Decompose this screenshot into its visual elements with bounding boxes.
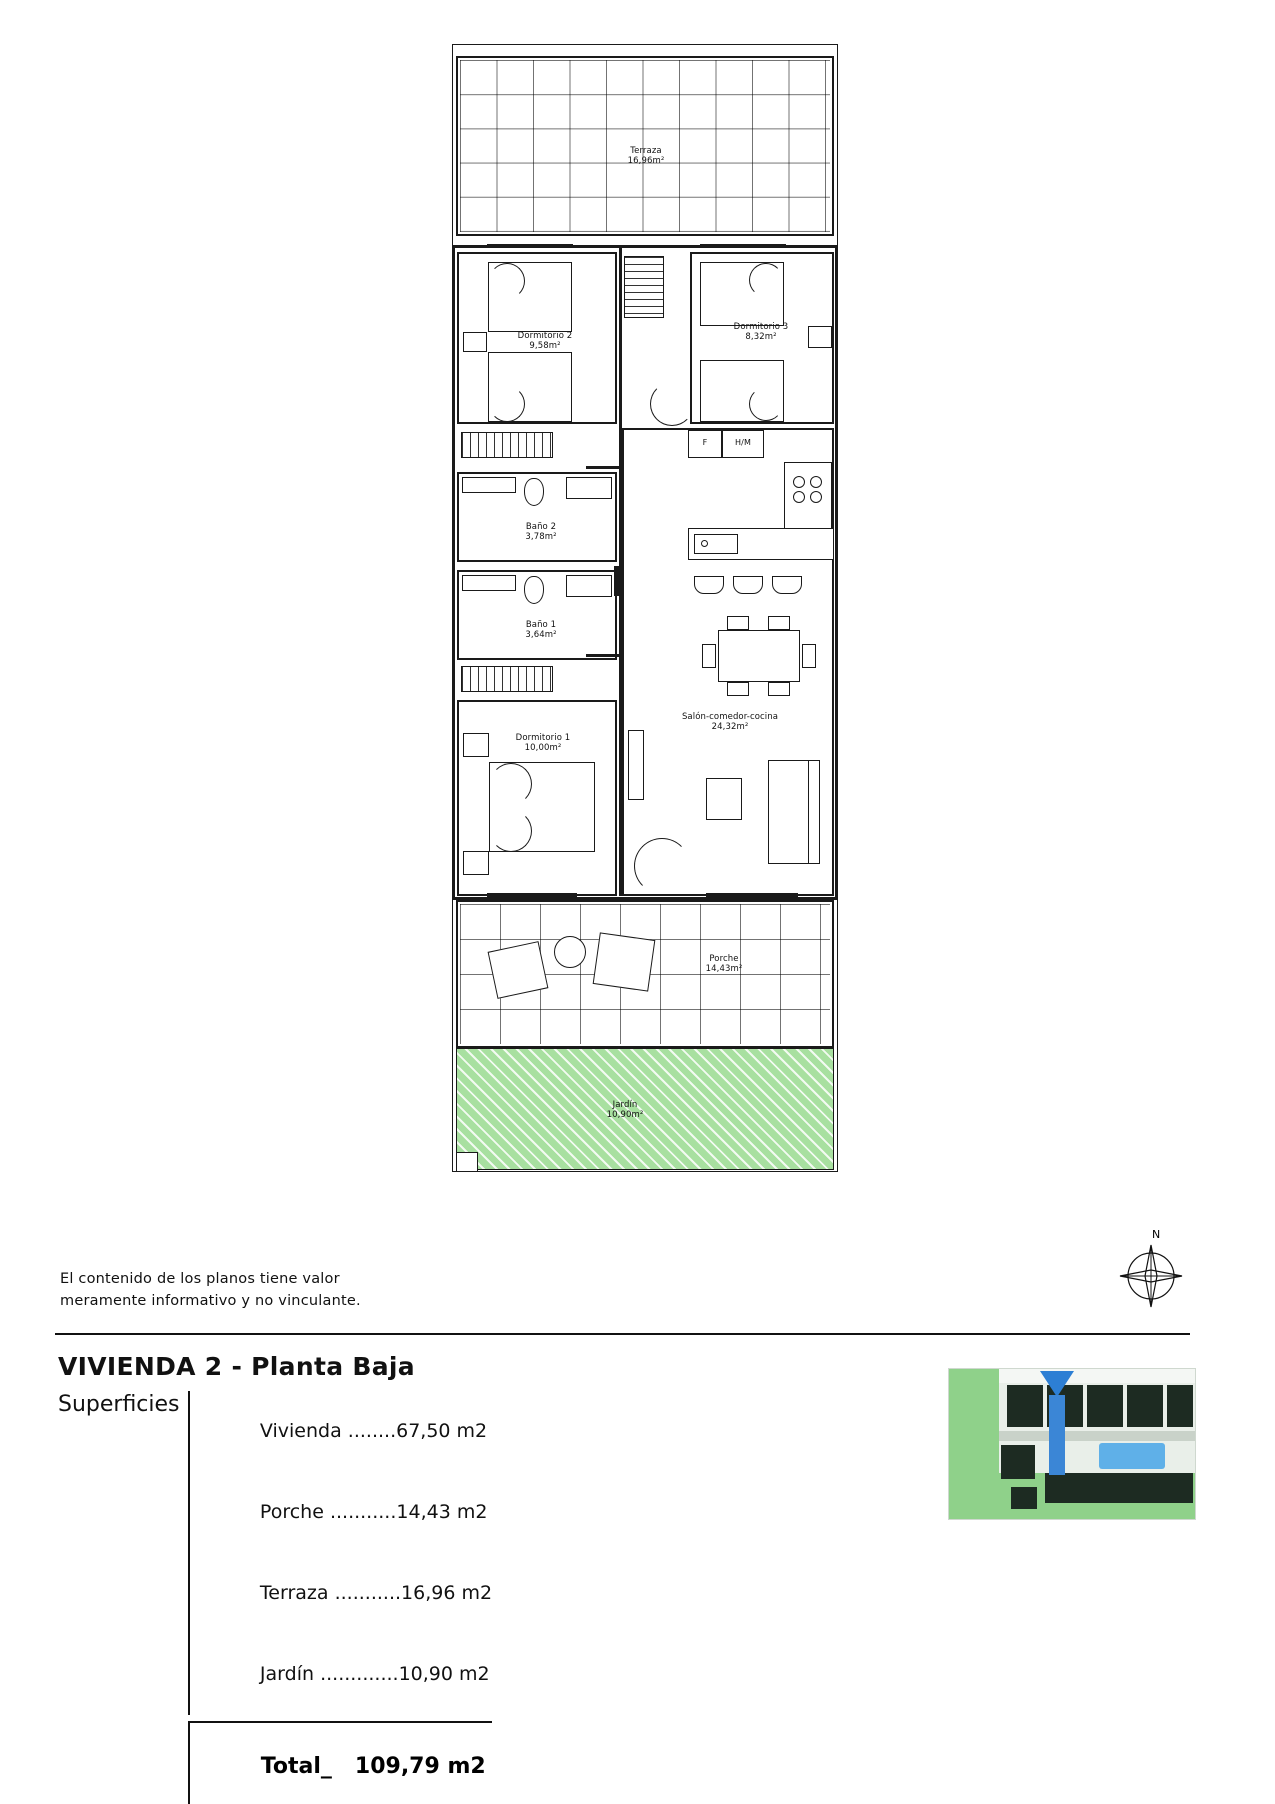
room-label-porche: Porche 14,43m² [705,954,743,974]
room-label-bano-2: Baño 2 3,78m² [525,522,557,542]
dining-chair-4 [768,682,790,696]
disclaimer-line-2: meramente informativo y no vinculante. [60,1293,361,1309]
dining-chair-1 [727,616,749,630]
surface-dots: ........ [341,1420,397,1442]
window-dorm1 [487,893,577,898]
nightstand-dorm2 [463,332,487,352]
surface-name: Jardín [259,1663,315,1685]
room-label-dormitorio-1: Dormitorio 1 10,00m² [515,733,571,753]
nightstand-dorm1-upper [463,733,489,757]
surface-row [200,1472,493,1553]
wall-bano1-right [614,566,619,596]
keymap-block-top-5 [1167,1385,1193,1427]
site-key-map [948,1368,1196,1520]
sofa-back [808,760,820,864]
dining-chair-3 [727,682,749,696]
closet-corridor-upper [461,432,553,458]
surface-row [200,1391,493,1472]
dining-chair-6 [802,644,816,668]
bed-dorm2-upper-pillow [489,263,525,299]
vanity-bano1 [566,575,612,597]
dining-chair-5 [702,644,716,668]
bathtub-bano1 [462,575,516,591]
bed-dorm2-lower-pillow [489,386,525,422]
nightstand-dorm1-lower [463,851,489,875]
bar-stool-2 [733,576,763,594]
keymap-road [999,1369,1195,1383]
surface-value: 14,43 m2 [396,1501,488,1523]
room-label-bano-1: Baño 1 3,64m² [525,620,557,640]
surface-name: Terraza [259,1582,329,1604]
location-pointer-icon [1040,1371,1074,1397]
bar-stool-1 [694,576,724,594]
surface-row [200,1553,493,1634]
coffee-table [706,778,742,820]
bathtub-bano2 [462,477,516,493]
compass-north-label: N [1152,1228,1161,1241]
keymap-block-bottom-left [1001,1445,1035,1479]
fridge-label: F [702,438,708,447]
porch-side-table [554,936,586,968]
bed-dorm1-pillow-b [490,810,532,852]
window-dorm3 [700,244,786,248]
surfaces-list [188,1391,493,1715]
room-label-jardin: Jardín 10,90m² [606,1100,644,1120]
surface-dots: ............. [314,1663,399,1685]
room-label-dormitorio-3: Dormitorio 3 8,32m² [733,322,789,342]
sink-drain [701,540,708,547]
total-row [188,1721,493,1804]
title-block [58,1352,658,1804]
surface-value: 67,50 m2 [396,1420,488,1442]
surface-row [200,1634,493,1715]
keymap-block-top-3 [1087,1385,1123,1427]
surface-dots: ........... [323,1501,397,1523]
total-label: Total_ [260,1754,332,1779]
surface-dots: ........... [328,1582,402,1604]
keymap-block-bottom-row [1045,1473,1193,1503]
horizontal-divider [55,1333,1190,1335]
surfaces-section [58,1391,658,1804]
surface-value: 16,96 m2 [401,1582,493,1604]
dining-table [718,630,800,682]
keymap-block-bottom-small [1011,1487,1037,1509]
total-value: 109,79 m2 [354,1754,486,1779]
keymap-block-top-4 [1127,1385,1163,1427]
room-label-dormitorio-2: Dormitorio 2 9,58m² [517,331,573,351]
disclaimer-line-1: El contenido de los planos tiene valor [60,1271,340,1287]
hob-burner-3 [793,491,805,503]
bar-stool-3 [772,576,802,594]
toilet-bano2 [524,478,544,506]
surface-name: Vivienda [259,1420,342,1442]
washer-label: H/M [735,438,751,447]
room-label-terraza: Terraza 16,96m² [627,146,665,166]
bed-dorm1-pillow-a [490,763,532,805]
surface-value: 10,90 m2 [398,1663,490,1685]
surfaces-label: Superficies [58,1392,180,1417]
hob-burner-1 [793,476,805,488]
door-bano1 [586,654,620,657]
closet-corridor-lower [461,666,553,692]
window-salon [706,893,798,898]
door-swing-dorm3 [650,382,694,426]
keymap-pool [1099,1443,1165,1469]
toilet-bano1 [524,576,544,604]
room-label-salon: Salón-comedor-cocina 24,32m² [681,712,779,732]
vanity-bano2 [566,477,612,499]
bed-dorm3-upper-pillow [749,263,783,297]
window-dorm2 [487,244,573,248]
hob-burner-4 [810,491,822,503]
bed-dorm3-lower-pillow [749,387,783,421]
location-pointer-stem [1049,1395,1065,1475]
page-title: VIVIENDA 2 - Planta Baja [58,1352,415,1381]
garden-gate [456,1152,478,1172]
compass-icon [1108,1228,1194,1314]
door-bano2 [586,466,620,469]
keymap-lawn-patch [965,1481,1005,1509]
porch-armchair-2 [593,932,656,991]
hob-burner-2 [810,476,822,488]
keymap-block-top-1 [1007,1385,1043,1427]
disclaimer-text [60,1268,580,1312]
compass-rose [1108,1228,1194,1314]
dining-chair-2 [768,616,790,630]
keymap-path [999,1431,1195,1441]
closet-dorm2 [624,256,664,318]
surface-name: Porche [259,1501,324,1523]
